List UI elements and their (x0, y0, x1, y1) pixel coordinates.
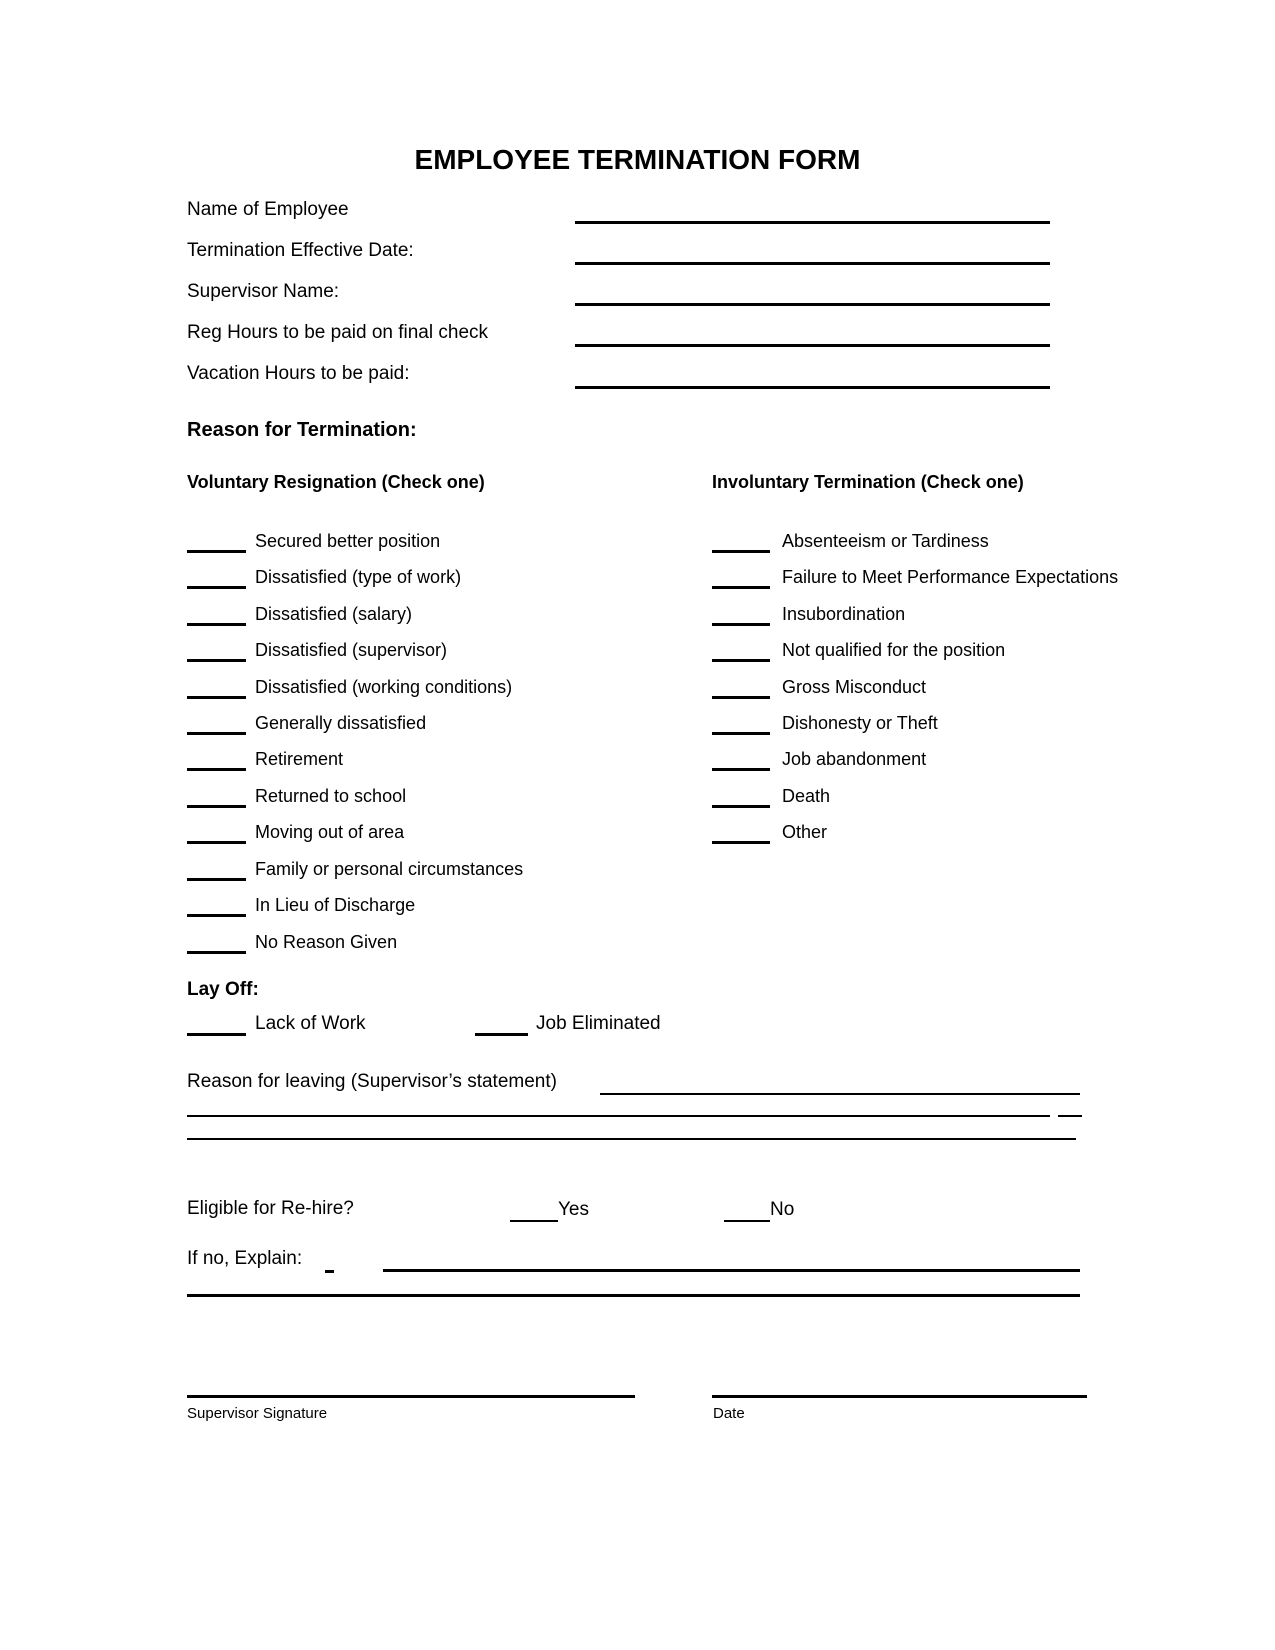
check-blank[interactable] (187, 782, 246, 808)
check-item-label: Moving out of area (255, 822, 405, 842)
explain-line-2[interactable] (187, 1294, 1080, 1297)
rehire-no-label: No (770, 1199, 795, 1220)
check-blank[interactable] (712, 782, 770, 808)
rehire-no-blank[interactable] (724, 1196, 770, 1222)
check-item-label: Family or personal circumstances (255, 859, 524, 879)
check-item-label: Retirement (255, 749, 344, 769)
rehire-yes-blank[interactable] (510, 1196, 558, 1222)
check-item (712, 818, 827, 844)
supervisor-statement-line-2[interactable] (187, 1115, 1050, 1117)
check-blank[interactable] (187, 563, 246, 589)
field-label-name-of-employee: Name of Employee (187, 199, 349, 220)
check-item (187, 928, 397, 954)
voluntary-column-heading: Voluntary Resignation (Check one) (187, 472, 485, 492)
supervisor-signature-line[interactable] (187, 1395, 635, 1398)
check-blank[interactable] (712, 745, 770, 771)
field-label-vacation-hours: Vacation Hours to be paid: (187, 363, 410, 384)
rehire-question: Eligible for Re-hire? (187, 1198, 354, 1219)
check-item-lack-of-work (187, 1010, 366, 1036)
check-item-label: In Lieu of Discharge (255, 895, 416, 915)
check-item (187, 600, 412, 626)
check-item-label: Gross Misconduct (782, 677, 927, 697)
check-item-label: Generally dissatisfied (255, 713, 427, 733)
layoff-heading: Lay Off: (187, 979, 259, 1000)
check-item (712, 527, 989, 553)
check-item (712, 709, 938, 735)
check-item-job-eliminated (475, 1010, 661, 1036)
date-label: Date (713, 1405, 745, 1422)
check-blank[interactable] (187, 855, 246, 881)
field-label-reg-hours: Reg Hours to be paid on final check (187, 322, 489, 343)
field-input-line-supervisor-name[interactable] (575, 303, 1050, 306)
check-item-label: Insubordination (782, 604, 906, 624)
check-blank[interactable] (712, 563, 770, 589)
field-label-supervisor-name: Supervisor Name: (187, 281, 340, 302)
field-input-line-reg-hours[interactable] (575, 344, 1050, 347)
check-item (187, 636, 447, 662)
check-item (712, 563, 1118, 589)
rehire-yes-option (510, 1196, 589, 1222)
field-input-line-vacation-hours[interactable] (575, 386, 1050, 389)
check-item-label: Secured better position (255, 531, 441, 551)
check-item (712, 600, 905, 626)
check-item-label: Dissatisfied (salary) (255, 604, 413, 624)
check-blank[interactable] (475, 1010, 528, 1036)
check-item (187, 709, 426, 735)
check-blank[interactable] (187, 673, 246, 699)
explain-line-1[interactable] (383, 1269, 1080, 1272)
check-blank[interactable] (187, 600, 246, 626)
check-item (712, 636, 1005, 662)
check-blank[interactable] (187, 636, 246, 662)
check-blank[interactable] (712, 709, 770, 735)
rehire-yes-label: Yes (558, 1199, 589, 1220)
check-blank[interactable] (187, 928, 246, 954)
field-input-line-name-of-employee[interactable] (575, 221, 1050, 224)
check-item (712, 673, 926, 699)
field-input-line-termination-date[interactable] (575, 262, 1050, 265)
check-item (712, 745, 926, 771)
check-item-label: Job Eliminated (536, 1013, 661, 1034)
check-item (187, 527, 440, 553)
supervisor-statement-label: Reason for leaving (Supervisor’s statement) (187, 1071, 557, 1092)
check-item-label: Job abandonment (782, 749, 927, 769)
reason-section-heading: Reason for Termination: (187, 419, 417, 441)
check-blank[interactable] (712, 818, 770, 844)
check-item-label: Failure to Meet Performance Expectations (782, 567, 1119, 587)
supervisor-signature-label: Supervisor Signature (187, 1405, 328, 1422)
check-item-label: Dissatisfied (supervisor) (255, 640, 448, 660)
supervisor-statement-line-1[interactable] (600, 1093, 1080, 1095)
check-item-label: Other (782, 822, 828, 842)
check-item (187, 673, 512, 699)
check-blank[interactable] (712, 636, 770, 662)
rehire-no-option (724, 1196, 794, 1222)
date-line[interactable] (712, 1395, 1087, 1398)
check-item-label: Not qualified for the position (782, 640, 1006, 660)
check-blank[interactable] (187, 1010, 246, 1036)
check-item-label: Returned to school (255, 786, 407, 806)
check-blank[interactable] (712, 673, 770, 699)
check-item (712, 782, 830, 808)
check-item-label: Lack of Work (255, 1013, 366, 1034)
check-item-label: Dishonesty or Theft (782, 713, 938, 733)
explain-stray-dash (325, 1270, 334, 1273)
check-item (187, 563, 461, 589)
supervisor-statement-line-3[interactable] (187, 1138, 1076, 1140)
check-item-label: Death (782, 786, 831, 806)
field-label-termination-date: Termination Effective Date: (187, 240, 414, 261)
check-item-label: Dissatisfied (type of work) (255, 567, 462, 587)
check-blank[interactable] (187, 818, 246, 844)
check-item-label: Dissatisfied (working conditions) (255, 677, 513, 697)
check-item (187, 782, 406, 808)
check-blank[interactable] (187, 891, 246, 917)
supervisor-statement-line-2-end-dash (1058, 1115, 1082, 1117)
check-item (187, 891, 415, 917)
involuntary-column-heading: Involuntary Termination (Check one) (712, 472, 1024, 492)
check-blank[interactable] (712, 527, 770, 553)
check-item (187, 855, 523, 881)
explain-label: If no, Explain: (187, 1248, 303, 1269)
check-item-label: No Reason Given (255, 932, 398, 952)
check-item-label: Absenteeism or Tardiness (782, 531, 989, 551)
check-blank[interactable] (187, 709, 246, 735)
check-blank[interactable] (712, 600, 770, 626)
check-item (187, 745, 343, 771)
check-item (187, 818, 404, 844)
check-blank[interactable] (187, 745, 246, 771)
form-title: EMPLOYEE TERMINATION FORM (414, 144, 861, 175)
check-blank[interactable] (187, 527, 246, 553)
